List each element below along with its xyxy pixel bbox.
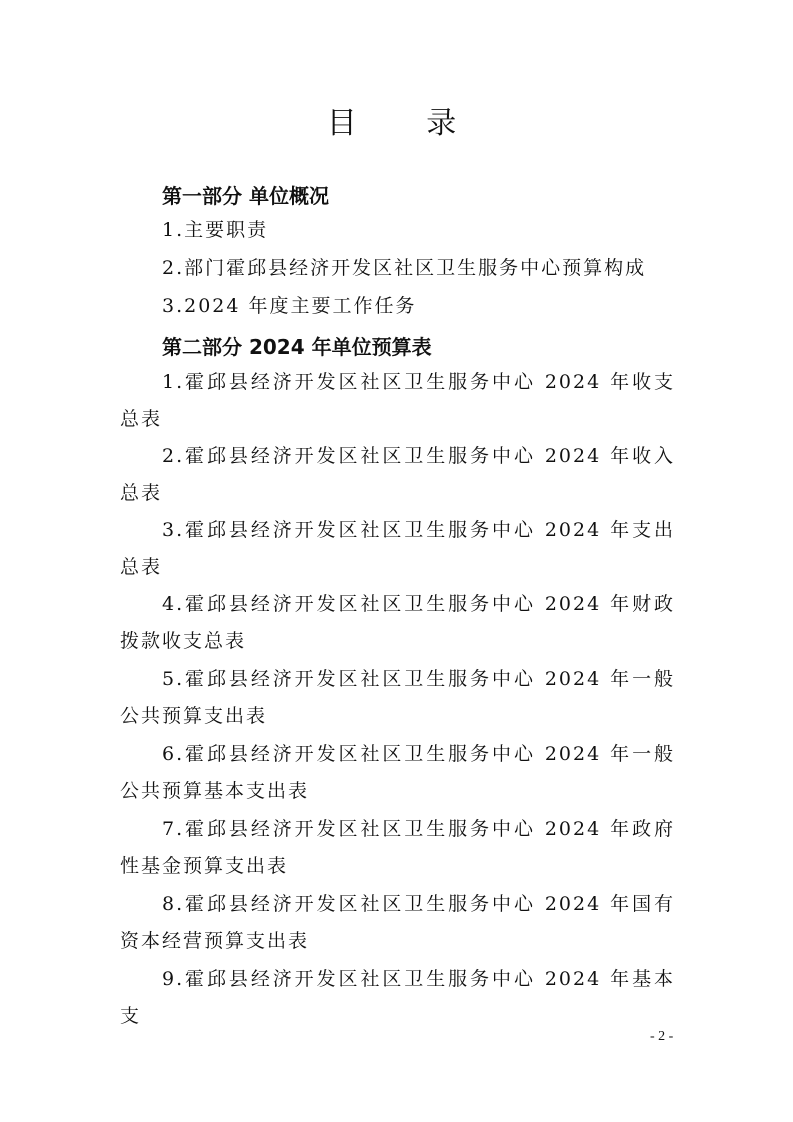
toc-entry: 7.霍邱县经济开发区社区卫生服务中心 2024 年政府性基金预算支出表 bbox=[120, 818, 675, 877]
toc-entry: 5.霍邱县经济开发区社区卫生服务中心 2024 年一般公共预算支出表 bbox=[120, 668, 675, 727]
toc-entry: 8.霍邱县经济开发区社区卫生服务中心 2024 年国有资本经营预算支出表 bbox=[120, 893, 675, 952]
toc-entry: 6.霍邱县经济开发区社区卫生服务中心 2024 年一般公共预算基本支出表 bbox=[120, 743, 675, 802]
page-title: 目 录 bbox=[326, 106, 487, 141]
toc-entry: 1.主要职责 bbox=[162, 219, 269, 241]
toc-entry: 4.霍邱县经济开发区社区卫生服务中心 2024 年财政拨款收支总表 bbox=[120, 593, 675, 652]
part1-heading: 第一部分 单位概况 bbox=[162, 184, 329, 208]
toc-entry: 3.霍邱县经济开发区社区卫生服务中心 2024 年支出总表 bbox=[120, 519, 675, 578]
toc-entry: 9.霍邱县经济开发区社区卫生服务中心 2024 年基本支 bbox=[120, 968, 675, 1027]
toc-entry: 2.霍邱县经济开发区社区卫生服务中心 2024 年收入总表 bbox=[120, 445, 675, 504]
page-number: - 2 - bbox=[650, 1029, 674, 1044]
toc-entry: 3.2024 年度主要工作任务 bbox=[162, 295, 417, 317]
toc-entry: 2.部门霍邱县经济开发区社区卫生服务中心预算构成 bbox=[162, 257, 647, 279]
part2-heading: 第二部分 2024 年单位预算表 bbox=[162, 335, 432, 359]
toc-entry: 1.霍邱县经济开发区社区卫生服务中心 2024 年收支总表 bbox=[120, 371, 675, 430]
